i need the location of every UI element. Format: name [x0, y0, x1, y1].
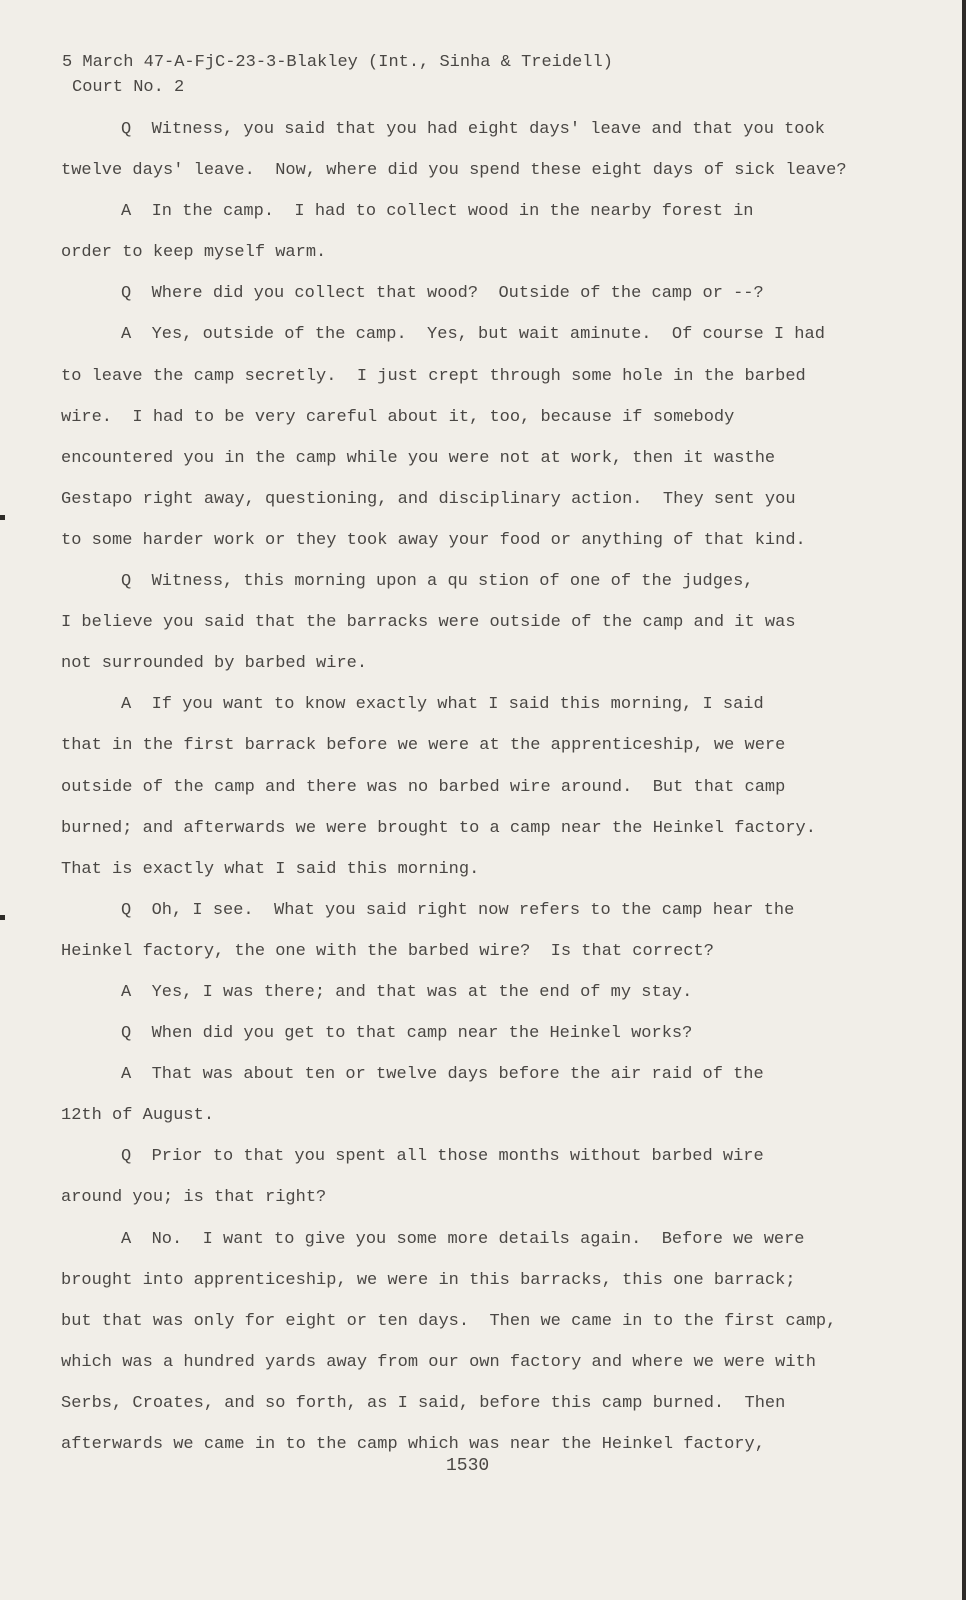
transcript-line: 12th of August.: [61, 1106, 215, 1126]
transcript-line: Gestapo right away, questioning, and disciplinary action. They sent you: [61, 489, 796, 509]
transcript-line: brought into apprenticeship, we were in this barracks, this one barrack;: [61, 1270, 796, 1290]
transcript-line: burned; and afterwards we were brought to a camp near the Heinkel factory.: [61, 818, 816, 838]
transcript-line: A In the camp. I had to collect wood in the nearby forest in: [121, 202, 754, 222]
transcript-line: to leave the camp secretly. I just crept through some hole in the barbed: [61, 366, 806, 386]
header-court-line: Court No. 2: [72, 78, 185, 97]
transcript-line: afterwards we came in to the camp which was near the Heinkel factory,: [61, 1435, 765, 1454]
transcript-line: Q Where did you collect that wood? Outside of the camp or --?: [121, 284, 764, 304]
transcript-line: outside of the camp and there was no barbed wire around. But that camp: [61, 777, 786, 797]
header-case-line: 5 March 47-A-FjC-23-3-Blakley (Int., Sinha & Treidell): [62, 53, 613, 72]
page-edge: [962, 0, 966, 1600]
transcript-line: Serbs, Croates, and so forth, as I said, before this camp burned. Then: [61, 1393, 786, 1413]
transcript-line: A That was about ten or twelve days before the air raid of the: [121, 1065, 764, 1085]
transcript-line: which was a hundred yards away from our own factory and where we were with: [61, 1352, 816, 1372]
transcript-line: Q Prior to that you spent all those months without barbed wire: [121, 1147, 764, 1167]
document-header: [62, 50, 613, 100]
transcript-line: to some harder work or they took away your food or anything of that kind.: [61, 530, 806, 550]
transcript-line: A If you want to know exactly what I said this morning, I said: [121, 695, 764, 715]
page-number: 1530: [446, 1456, 490, 1476]
transcript-line: A Yes, outside of the camp. Yes, but wait aminute. Of course I had: [121, 325, 825, 345]
transcript-line: wire. I had to be very careful about it, too, because if somebody: [61, 407, 735, 427]
transcript-line: encountered you in the camp while you were not at work, then it wasthe: [61, 448, 776, 468]
transcript-line: twelve days' leave. Now, where did you spend these eight days of sick leave?: [61, 161, 847, 181]
transcript-line: A No. I want to give you some more details again. Before we were: [121, 1229, 805, 1249]
transcript-line: that in the first barrack before we were at the apprenticeship, we were: [61, 736, 786, 756]
transcript-body: [61, 109, 861, 1465]
transcript-line: Q When did you get to that camp near the Heinkel works?: [121, 1024, 693, 1044]
margin-mark: [0, 515, 5, 520]
transcript-line: order to keep myself warm.: [61, 243, 327, 263]
transcript-line: Heinkel factory, the one with the barbed wire? Is that correct?: [61, 941, 714, 961]
transcript-line: Q Witness, you said that you had eight days' leave and that you took: [121, 120, 825, 139]
transcript-line: not surrounded by barbed wire.: [61, 654, 368, 674]
transcript-line: Q Witness, this morning upon a qu stion of one of the judges,: [121, 572, 754, 592]
margin-mark: [0, 915, 5, 920]
transcript-line: Q Oh, I see. What you said right now refers to the camp hear the: [121, 900, 795, 920]
transcript-line: That is exactly what I said this morning.: [61, 859, 480, 879]
transcript-line: I believe you said that the barracks were outside of the camp and it was: [61, 613, 796, 633]
transcript-line: around you; is that right?: [61, 1188, 327, 1208]
transcript-line: A Yes, I was there; and that was at the end of my stay.: [121, 982, 693, 1002]
transcript-line: but that was only for eight or ten days. Then we came in to the first camp,: [61, 1311, 837, 1331]
